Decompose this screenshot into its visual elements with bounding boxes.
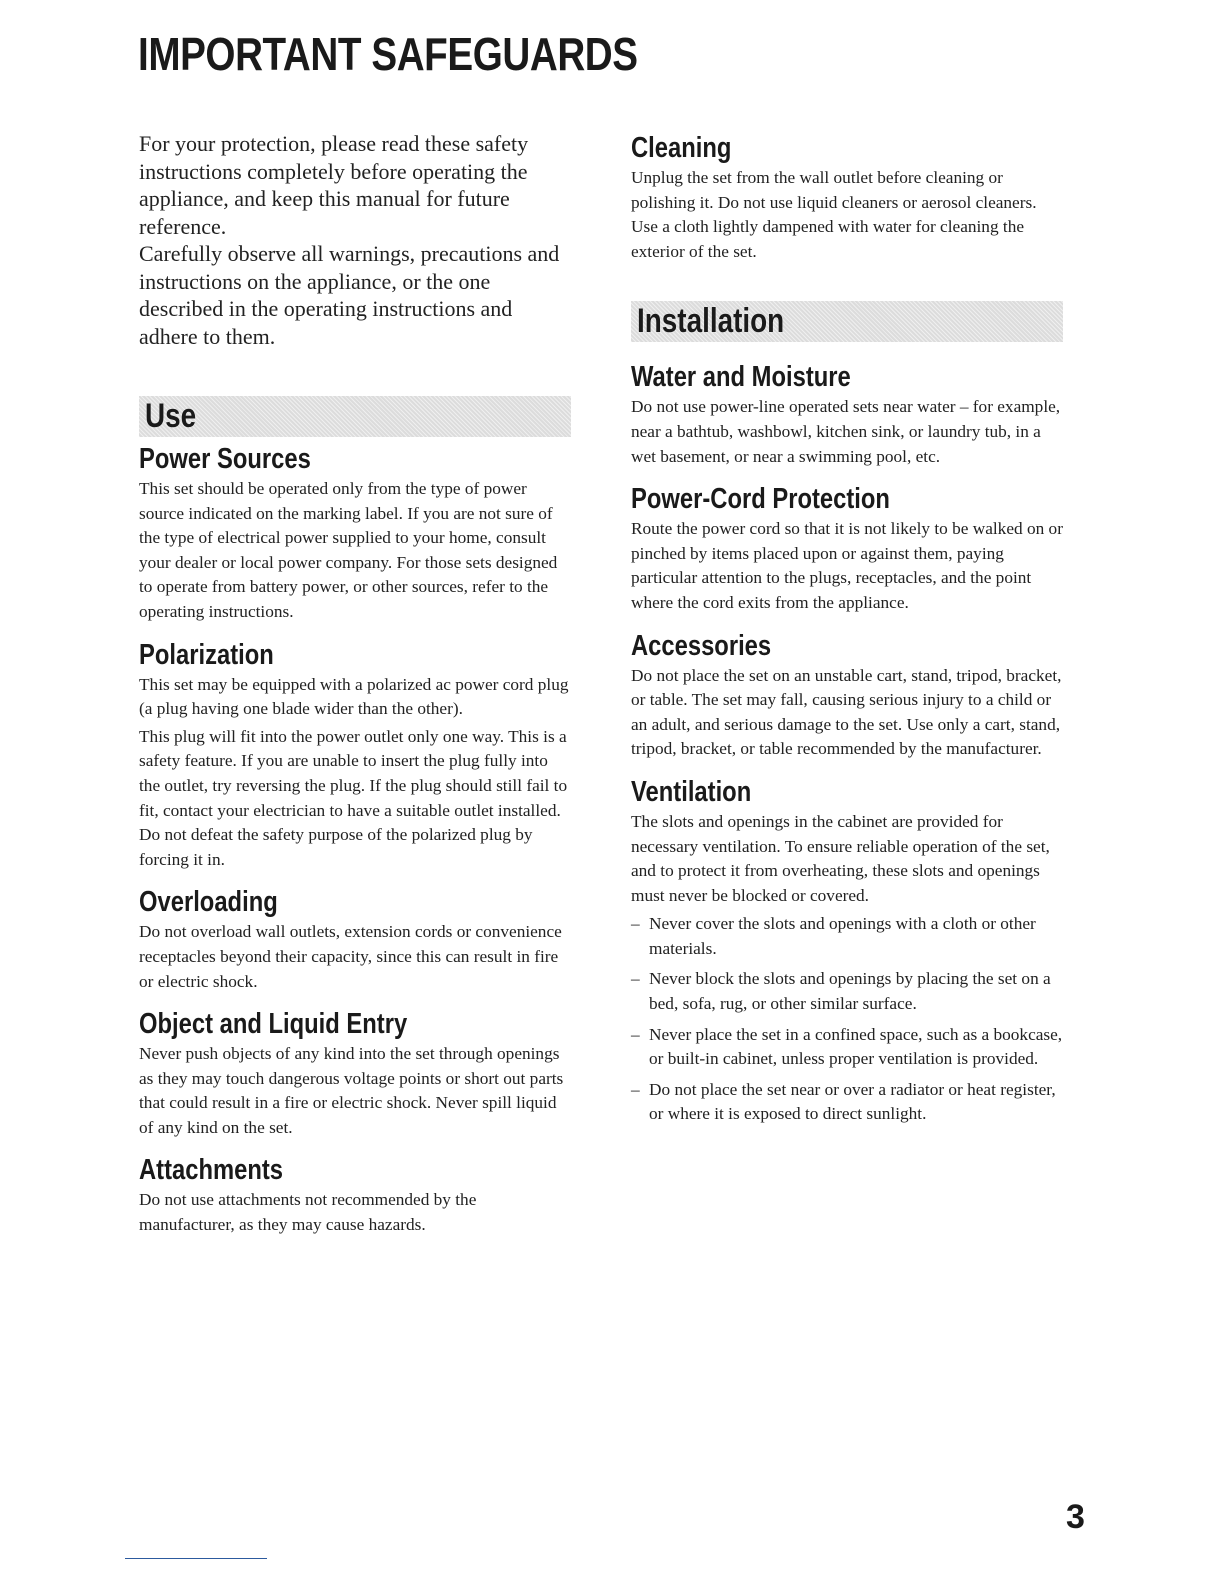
section-text: Do not use attachments not recommended by the manufacturer, as they may cause hazards. <box>139 1190 477 1235</box>
section-heading: Power Sources <box>139 443 311 475</box>
section-heading: Power-Cord Protection <box>631 483 890 516</box>
section-heading: Attachments <box>139 1154 284 1187</box>
ventilation-section <box>631 774 1063 1127</box>
section-text: Route the power cord so that it is not likely to be walked on or pinched by items placed upon or against them, paying particular attention to the plugs, receptacles, and the point where the cord exits from the appliance. <box>631 519 1063 612</box>
cleaning-section <box>631 130 1063 264</box>
page-title: IMPORTANT SAFEGUARDS <box>138 28 638 80</box>
section-text: Do not overload wall outlets, extension cords or convenience receptacles beyond their capacity, since this can result in fire or electric shock. <box>139 922 562 991</box>
page-number: 3 <box>1066 1498 1085 1536</box>
section-text: Unplug the set from the wall outlet before cleaning or polishing it. Do not use liquid cleaners or aerosol cleaners. Use a cloth lightly dampened with water for cleaning the exterior of the set. <box>631 168 1037 261</box>
section-text: The slots and openings in the cabinet are provided for necessary ventilation. To ensure reliable operation of the set, and to protect it from overheating, these slots and openings must never be blocked or covered. <box>631 811 1050 905</box>
section-heading: Ventilation <box>631 775 752 808</box>
section-heading: Cleaning <box>631 132 732 164</box>
list-item: – Do not place the set near or over a radiator or heat register, or where it is exposed to direct sunlight. <box>631 1078 1063 1127</box>
section-heading: Object and Liquid Entry <box>139 1008 408 1041</box>
section-band-label: Use <box>145 397 197 435</box>
attachments-section <box>139 1152 571 1237</box>
water-moisture-section <box>631 359 1063 469</box>
intro-paragraph: For your protection, please read these safety instructions completely before operating the appliance, and keep this manual for future reference. <box>139 131 529 239</box>
section-text: Never push objects of any kind into the set through openings as they may touch dangerous voltage points or short out parts that could result in a fire or electric shock. Never spill liquid of any kind on the set. <box>139 1044 564 1137</box>
intro-paragraph: Carefully observe all warnings, precautions and instructions on the appliance, or the one described in the operating instructions and adhere to them. <box>139 241 560 349</box>
list-item: – Never cover the slots and openings with a cloth or other materials. <box>631 912 1063 961</box>
left-column <box>139 130 571 1238</box>
section-band-installation <box>631 301 1063 342</box>
power-cord-section <box>631 481 1063 615</box>
section-heading: Polarization <box>139 638 274 671</box>
list-item: – Never block the slots and openings by placing the set on a bed, sofa, rug, or other similar surface. <box>631 967 1063 1016</box>
section-heading: Accessories <box>631 629 772 662</box>
footer-rule <box>125 1558 267 1559</box>
overloading-section <box>139 884 571 994</box>
ventilation-list <box>631 912 1063 1127</box>
section-band-use <box>139 396 571 437</box>
section-heading: Water and Moisture <box>631 361 851 394</box>
section-band-label: Installation <box>637 302 785 341</box>
accessories-section <box>631 628 1063 762</box>
power-sources-section <box>139 441 571 625</box>
object-liquid-section <box>139 1006 571 1140</box>
section-text: This set should be operated only from the type of power source indicated on the marking label. If you are not sure of the type of electrical power supplied to your home, consult your dealer or local power company. For those sets designed to operate from battery power, or other sources, refer to the operating instructions. <box>139 479 558 621</box>
section-text: Do not place the set on an unstable cart, stand, tripod, bracket, or table. The set may fall, causing serious injury to a child or an adult, and serious damage to the set. Use only a cart, stand, tripod, bracket, or table recommended by the manufacturer. <box>631 665 1062 759</box>
polarization-section <box>139 637 571 873</box>
intro <box>139 130 571 350</box>
section-text: This set may be equipped with a polarized ac power cord plug (a plug having one blade wider than the other). <box>139 674 569 719</box>
section-heading: Overloading <box>139 886 278 919</box>
section-text: This plug will fit into the power outlet only one way. This is a safety feature. If you are unable to insert the plug fully into the outlet, try reversing the plug. If the plug should still fail to fit, contact your electrician to have a suitable outlet installed. Do not defeat the safety purpose of the polarized plug by forcing it in. <box>139 726 568 869</box>
list-item: – Never place the set in a confined space, such as a bookcase, or built-in cabinet, unless proper ventilation is provided. <box>631 1023 1063 1072</box>
section-text: Do not use power-line operated sets near water – for example, near a bathtub, washbowl, kitchen sink, or laundry tub, in a wet basement, or near a swimming pool, etc. <box>631 397 1061 466</box>
right-column <box>631 130 1063 1133</box>
